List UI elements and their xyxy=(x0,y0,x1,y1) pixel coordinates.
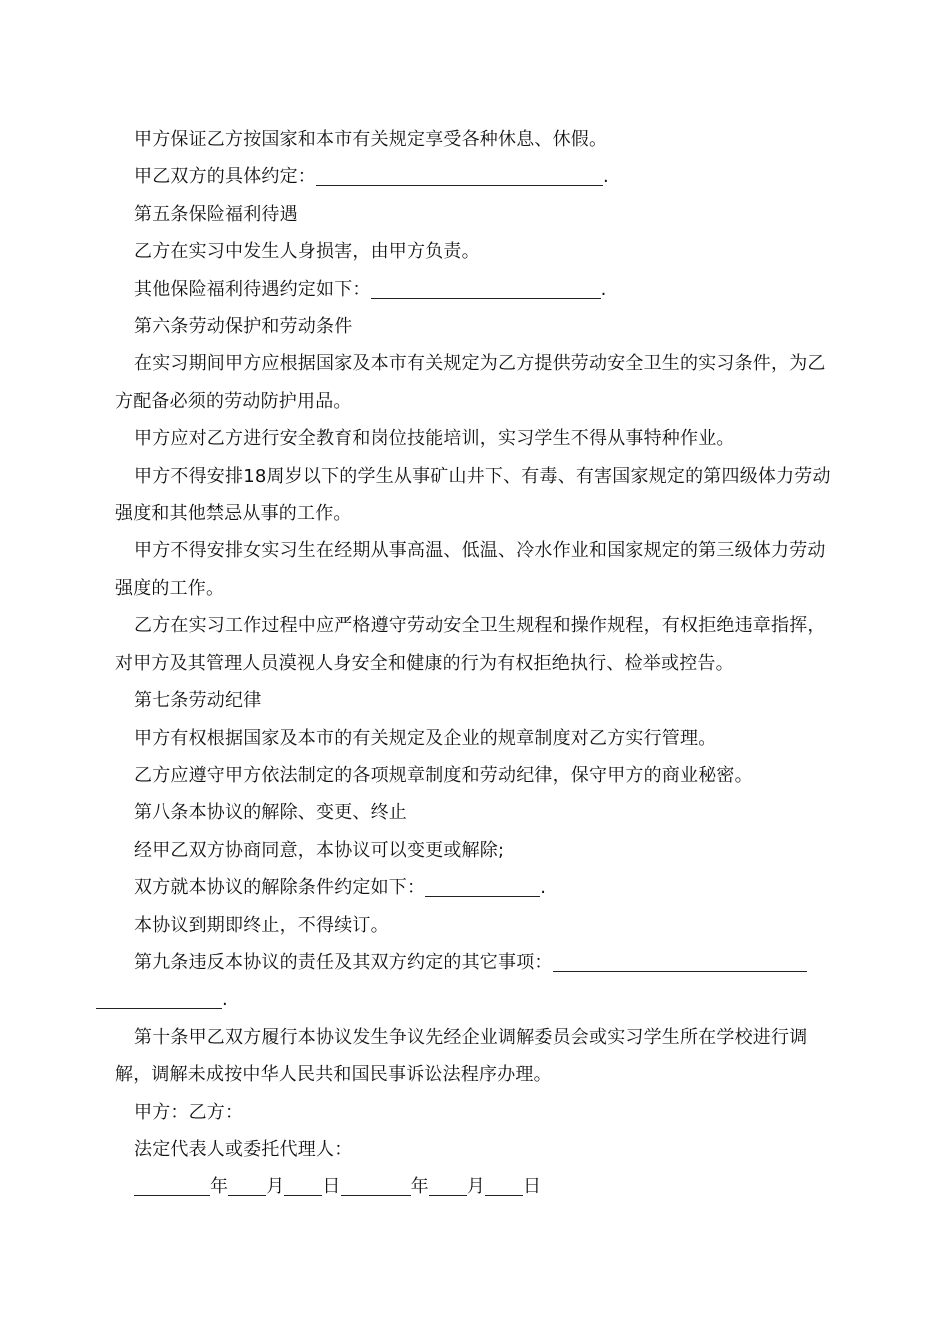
signature-parties xyxy=(115,1094,837,1131)
paragraph-text: 甲方不得安排女实习生在经期从事高温、低温、冷水作业和国家规定的第三级体力劳动强度的工作。 xyxy=(115,540,826,599)
paragraph-text: 法定代表人或委托代理人： xyxy=(134,1138,353,1160)
paragraph-text: 第六条劳动保护和劳动条件 xyxy=(134,316,353,338)
period-mark: . xyxy=(603,166,609,188)
paragraph-refuse-orders xyxy=(115,607,837,682)
paragraph-text: 甲方应对乙方进行安全教育和岗位技能培训，实习学生不得从事特种作业。 xyxy=(134,428,735,450)
document-body xyxy=(115,121,837,1206)
paragraph-minors xyxy=(115,458,837,533)
signature-date-line xyxy=(115,1168,837,1205)
month-blank xyxy=(228,1175,266,1196)
paragraph-mutual-consent xyxy=(115,832,837,869)
fill-blank xyxy=(371,278,601,299)
fill-blank xyxy=(316,165,603,186)
paragraph-text: 乙方在实习中发生人身损害，由甲方负责。 xyxy=(134,241,480,263)
paragraph-text: 甲乙双方的具体约定： xyxy=(134,166,316,188)
day-blank xyxy=(485,1175,523,1196)
fill-blank xyxy=(425,876,540,897)
period-mark: . xyxy=(222,989,228,1011)
day-label: 日 xyxy=(523,1176,542,1198)
paragraph-text: 经甲乙双方协商同意，本协议可以变更或解除; xyxy=(134,839,505,861)
year-label: 年 xyxy=(210,1176,229,1198)
paragraph-expiry xyxy=(115,907,837,944)
paragraph-management xyxy=(115,720,837,757)
year-blank xyxy=(134,1175,210,1196)
article-9-paragraph xyxy=(115,944,837,1019)
article-6-heading xyxy=(115,308,837,345)
paragraph-text: 甲方有权根据国家及本市的有关规定及企业的规章制度对乙方实行管理。 xyxy=(134,727,717,749)
paragraph-safety-conditions xyxy=(115,345,837,420)
day-blank xyxy=(284,1175,322,1196)
month-label: 月 xyxy=(466,1176,486,1198)
year-label: 年 xyxy=(410,1176,429,1198)
paragraph-injury xyxy=(115,233,837,270)
paragraph-text: 本协议到期即终止，不得续订。 xyxy=(134,914,389,936)
article-7-heading xyxy=(115,682,837,719)
fill-blank xyxy=(96,988,222,1009)
paragraph-rest-holidays xyxy=(115,121,837,158)
fill-blank xyxy=(553,951,807,972)
month-blank xyxy=(429,1175,467,1196)
article-10-paragraph xyxy=(115,1019,837,1094)
paragraph-text: 甲方：乙方： xyxy=(134,1101,244,1123)
paragraph-text: 双方就本协议的解除条件约定如下： xyxy=(134,877,426,899)
paragraph-safety-training xyxy=(115,420,837,457)
day-label: 日 xyxy=(322,1176,341,1198)
paragraph-text: 其他保险福利待遇约定如下： xyxy=(134,278,371,300)
paragraph-female-interns xyxy=(115,532,837,607)
paragraph-text: 第九条违反本协议的责任及其双方约定的其它事项： xyxy=(134,951,553,973)
paragraph-other-insurance xyxy=(115,271,837,308)
paragraph-text: 乙方应遵守甲方依法制定的各项规章制度和劳动纪律，保守甲方的商业秘密。 xyxy=(134,764,753,786)
signature-representative xyxy=(115,1131,837,1168)
month-label: 月 xyxy=(266,1176,285,1198)
paragraph-discipline xyxy=(115,757,837,794)
article-8-heading xyxy=(115,794,837,831)
paragraph-text: 乙方在实习工作过程中应严格遵守劳动安全卫生规程和操作规程，有权拒绝违章指挥，对甲方及其管理人员漠视人身安全和健康的行为有权拒绝执行、检举或控告。 xyxy=(115,615,826,674)
paragraph-text: 甲方保证乙方按国家和本市有关规定享受各种休息、休假。 xyxy=(134,129,608,150)
paragraph-text: 在实习期间甲方应根据国家及本市有关规定为乙方提供劳动安全卫生的实习条件，为乙方配备必须的劳动防护用品。 xyxy=(115,353,826,412)
period-mark: . xyxy=(540,877,547,899)
paragraph-termination-conditions xyxy=(115,869,837,906)
paragraph-specific-agreement xyxy=(115,158,837,195)
year-blank xyxy=(341,1175,411,1196)
paragraph-text: 第五条保险福利待遇 xyxy=(134,203,298,225)
paragraph-text: 第七条劳动纪律 xyxy=(134,690,262,712)
paragraph-text: 第八条本协议的解除、变更、终止 xyxy=(134,802,407,824)
article-5-heading xyxy=(115,196,837,233)
paragraph-text: 甲方不得安排18周岁以下的学生从事矿山井下、有毒、有害国家规定的第四级体力劳动强度和其他禁忌从事的工作。 xyxy=(115,465,831,525)
period-mark: . xyxy=(600,278,607,300)
paragraph-text: 第十条甲乙双方履行本协议发生争议先经企业调解委员会或实习学生所在学校进行调解，调解未成按中华人民共和国民事诉讼法程序办理。 xyxy=(115,1026,808,1086)
